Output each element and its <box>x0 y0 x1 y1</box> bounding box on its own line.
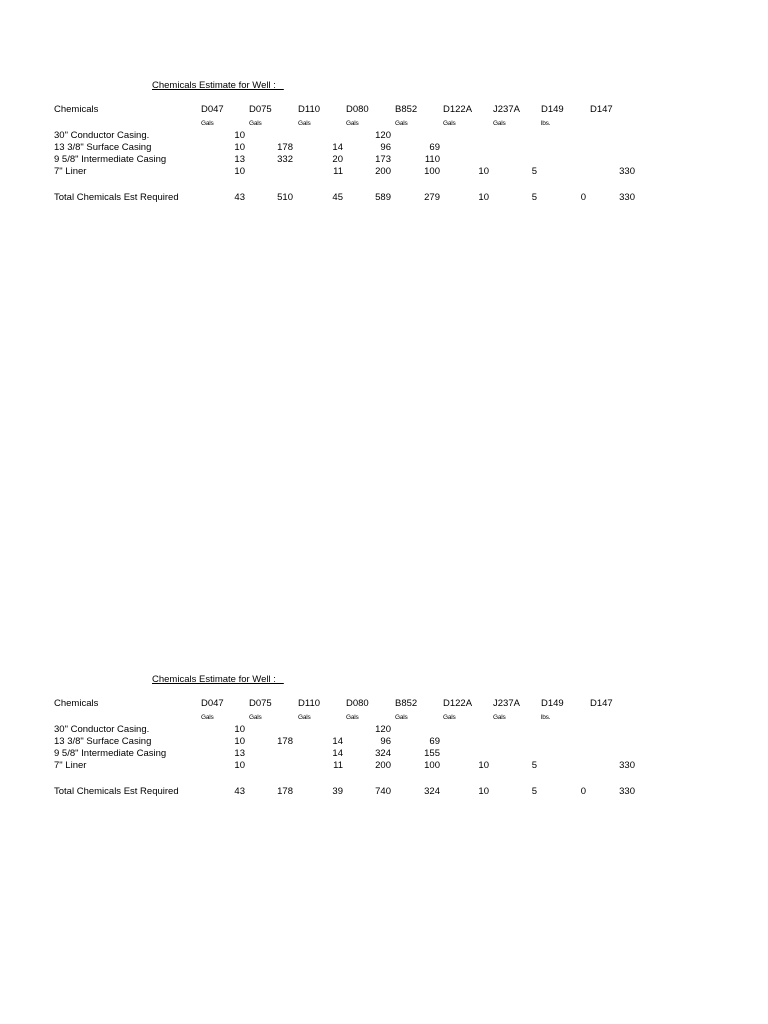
column-header: D110 <box>298 104 321 115</box>
cell-value: 330 <box>619 760 635 771</box>
cell-value: 120 <box>375 130 391 141</box>
total-value: 330 <box>619 192 635 203</box>
cell-value: 5 <box>531 166 537 177</box>
cell-value: 11 <box>333 166 343 177</box>
cell-value: 96 <box>380 736 391 747</box>
cell-value: 200 <box>375 760 391 771</box>
cell-value: 69 <box>429 142 440 153</box>
total-value: 178 <box>277 786 293 797</box>
cell-value: 10 <box>234 724 245 735</box>
total-value: 5 <box>531 192 537 203</box>
column-header: D075 <box>249 698 272 709</box>
row-label: 13 3/8" Surface Casing <box>54 142 152 153</box>
unit-label: Gals <box>298 714 311 721</box>
cell-value: 10 <box>234 130 245 141</box>
cell-value: 10 <box>234 760 245 771</box>
column-header: D122A <box>443 698 473 709</box>
units-row <box>0 118 768 130</box>
total-row <box>0 786 768 798</box>
cell-value: 330 <box>619 166 635 177</box>
table-row <box>0 736 768 748</box>
table-row <box>0 130 768 142</box>
column-header: D047 <box>201 104 224 115</box>
cell-value: 11 <box>333 760 343 771</box>
cell-value: 10 <box>234 736 245 747</box>
unit-label: Gals <box>493 714 506 721</box>
total-value: 279 <box>424 192 440 203</box>
column-header: J237A <box>493 104 520 115</box>
column-header: D147 <box>590 698 613 709</box>
table-row <box>0 142 768 154</box>
column-header: D075 <box>249 104 272 115</box>
unit-label: Gals <box>201 120 214 127</box>
unit-label: Gals <box>201 714 214 721</box>
total-label: Total Chemicals Est Required <box>54 786 179 797</box>
total-value: 39 <box>332 786 343 797</box>
cell-value: 96 <box>380 142 391 153</box>
cell-value: 10 <box>234 142 245 153</box>
header-label: Chemicals <box>54 698 99 709</box>
column-header: D147 <box>590 104 613 115</box>
cell-value: 13 <box>234 748 245 759</box>
sheet-title: Chemicals Estimate for Well : <box>152 674 284 685</box>
cell-value: 332 <box>277 154 293 165</box>
row-label: 13 3/8" Surface Casing <box>54 736 152 747</box>
row-label: 30" Conductor Casing. <box>54 724 150 735</box>
total-value: 5 <box>531 786 537 797</box>
unit-label: Gals <box>346 714 359 721</box>
total-value: 589 <box>375 192 391 203</box>
total-value: 43 <box>234 192 245 203</box>
chemicals-estimate-sheet-1 <box>0 78 768 228</box>
unit-label: Gals <box>443 714 456 721</box>
cell-value: 155 <box>424 748 440 759</box>
total-value: 740 <box>375 786 391 797</box>
cell-value: 14 <box>332 142 343 153</box>
cell-value: 10 <box>478 760 489 771</box>
header-label: Chemicals <box>54 104 99 115</box>
column-header: D149 <box>541 698 564 709</box>
cell-value: 69 <box>429 736 440 747</box>
total-value: 0 <box>580 786 586 797</box>
row-label: 9 5/8" Intermediate Casing <box>54 748 167 759</box>
row-label: 7" Liner <box>54 166 87 177</box>
total-value: 0 <box>580 192 586 203</box>
unit-label: lbs. <box>541 714 551 721</box>
chemicals-estimate-sheet-2 <box>0 672 768 822</box>
total-value: 330 <box>619 786 635 797</box>
cell-value: 14 <box>332 736 343 747</box>
cell-value: 110 <box>424 154 440 165</box>
unit-label: Gals <box>443 120 456 127</box>
row-label: 30" Conductor Casing. <box>54 130 150 141</box>
column-header: D122A <box>443 104 473 115</box>
unit-label: Gals <box>249 120 262 127</box>
total-value: 10 <box>478 192 489 203</box>
cell-value: 178 <box>277 142 293 153</box>
column-header: B852 <box>395 104 418 115</box>
unit-label: Gals <box>249 714 262 721</box>
table-row <box>0 154 768 166</box>
unit-label: Gals <box>346 120 359 127</box>
cell-value: 14 <box>332 748 343 759</box>
total-value: 510 <box>277 192 293 203</box>
units-row <box>0 712 768 724</box>
cell-value: 5 <box>531 760 537 771</box>
column-header: D080 <box>346 104 369 115</box>
column-header: D080 <box>346 698 369 709</box>
table-row <box>0 748 768 760</box>
table-row <box>0 166 768 178</box>
total-value: 324 <box>424 786 440 797</box>
cell-value: 20 <box>332 154 343 165</box>
total-value: 43 <box>234 786 245 797</box>
cell-value: 324 <box>375 748 391 759</box>
table-row <box>0 724 768 736</box>
total-label: Total Chemicals Est Required <box>54 192 179 203</box>
total-row <box>0 192 768 204</box>
unit-label: Gals <box>298 120 311 127</box>
unit-label: Gals <box>395 120 408 127</box>
row-label: 9 5/8" Intermediate Casing <box>54 154 167 165</box>
column-header: B852 <box>395 698 418 709</box>
cell-value: 10 <box>478 166 489 177</box>
unit-label: Gals <box>493 120 506 127</box>
column-header: D047 <box>201 698 224 709</box>
column-header: D110 <box>298 698 321 709</box>
table-row <box>0 760 768 772</box>
total-value: 10 <box>478 786 489 797</box>
header-row <box>0 104 768 116</box>
cell-value: 178 <box>277 736 293 747</box>
cell-value: 173 <box>375 154 391 165</box>
unit-label: lbs. <box>541 120 551 127</box>
row-label: 7" Liner <box>54 760 87 771</box>
cell-value: 10 <box>234 166 245 177</box>
cell-value: 200 <box>375 166 391 177</box>
header-row <box>0 698 768 710</box>
cell-value: 100 <box>424 166 440 177</box>
cell-value: 100 <box>424 760 440 771</box>
cell-value: 120 <box>375 724 391 735</box>
cell-value: 13 <box>234 154 245 165</box>
unit-label: Gals <box>395 714 408 721</box>
column-header: J237A <box>493 698 520 709</box>
sheet-title: Chemicals Estimate for Well : <box>152 80 284 91</box>
column-header: D149 <box>541 104 564 115</box>
total-value: 45 <box>332 192 343 203</box>
